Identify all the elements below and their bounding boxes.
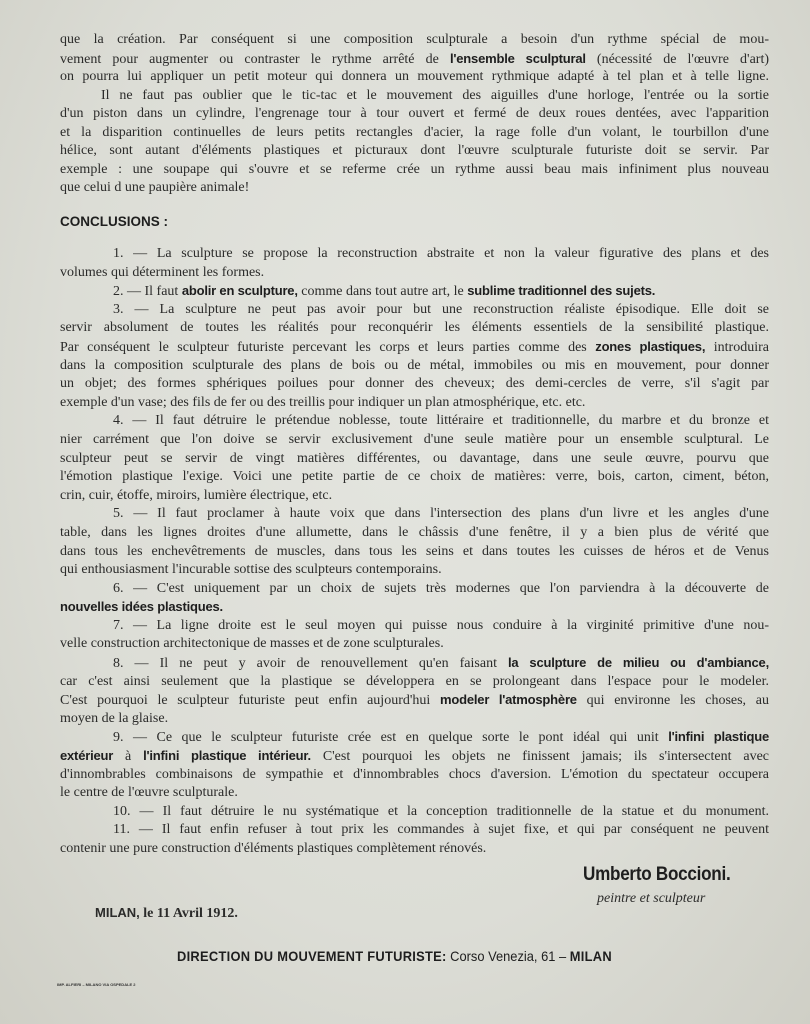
text-line — [60, 840, 769, 859]
footer-address — [177, 948, 612, 964]
bold-phrase: abolir en sculpture, — [181, 283, 298, 299]
text-run: (nécessité de l'œuvre d'art) — [585, 51, 769, 67]
text-line — [60, 580, 769, 599]
dateline — [95, 905, 238, 922]
text-line — [60, 747, 769, 766]
text-line — [60, 319, 769, 338]
text-run: servir absolument de toutes les réalités pour reconquérir les éléments essentiels de la sensibilité plastique. — [60, 320, 769, 336]
text-line — [60, 728, 769, 747]
text-line — [60, 105, 769, 124]
text-run: d'un piston dans un cylindre, l'engrenage tour à tour ouvert et fermé de deux roues dentées, avec l'apparition — [60, 106, 769, 121]
text-run: exemple d'un vase; des fils de fer ou des treillis pour indiquer un plan atmosphérique, etc. etc. — [60, 394, 586, 410]
text-run: volumes qui déterminent les formes. — [60, 264, 265, 280]
text-run: 3. — La sculpture ne peut pas avoir pour but une reconstruction réaliste épisodique. Elle doit se — [113, 301, 769, 317]
text-run: 5. — Il faut proclamer à haute voix que dans l'intersection des plans d'un livre et les angles d'une — [113, 506, 769, 522]
date-city: MILAN, — [95, 905, 140, 920]
text-line — [60, 412, 769, 431]
text-run: table, dans les lignes droites d'une allumette, dans le châssis d'une fenêtre, il y a bien plus de vérité que — [60, 524, 769, 540]
text-run: 7. — La ligne droite est le seul moyen qui puisse nous conduire à la virginité primitive d'une nou- — [113, 617, 769, 633]
text-line — [60, 142, 769, 161]
bold-phrase: sublime traditionnel des sujets. — [467, 283, 656, 299]
text-run: C'est pourquoi le sculpteur futuriste peut enfin aujourd'hui — [60, 693, 441, 709]
bold-phrase: nouvelles idées plastiques. — [60, 599, 223, 615]
bold-phrase: l'infini plastique — [668, 729, 770, 745]
text-run: moyen de la glaise. — [60, 710, 169, 726]
bold-phrase: l'infini plastique intérieur. — [143, 748, 311, 764]
text-line — [60, 68, 769, 87]
text-run: l'émotion plastique l'exige. Voici une petite partie de ce choix de matières: verre, bois, carton, ciment, béton, — [60, 469, 769, 485]
text-line — [60, 710, 769, 729]
text-line — [60, 821, 769, 840]
footer-street: Corso Venezia, 61 – — [446, 948, 570, 964]
conclusions-text — [60, 245, 769, 859]
text-run: un objet; des formes sphériques poilues pour donner des cheveux; des demi-cercles de verre, s'il s'agit par — [60, 376, 769, 392]
text-line — [60, 468, 769, 487]
text-line — [60, 673, 769, 692]
text-line — [60, 50, 769, 69]
text-line — [60, 357, 769, 376]
text-run: dans la composition sculpturale des plans de bois ou de métal, immobiles ou mis en mouvement, pour donner — [60, 357, 769, 373]
text-run: 9. — Ce que le sculpteur futuriste crée est en quelque sorte le pont idéal qui unit — [113, 730, 669, 746]
bold-phrase: modeler l'atmosphère — [440, 692, 577, 708]
text-run: Il ne faut pas oublier que le tic-tac et le mouvement des aiguilles d'une horloge, l'entrée ou la sortie — [101, 87, 769, 103]
text-line — [60, 505, 769, 524]
text-run: qui enthousiasment l'incurable sottise des sculpteurs contemporains. — [60, 562, 442, 578]
text-run: introduira — [705, 339, 769, 355]
text-run: que celui d une paupière animale! — [60, 180, 250, 195]
text-run: nier carrément que l'on doive se servir exclusivement d'une seule matière pour un ensemble sculptural. Le — [60, 431, 769, 447]
text-run: 6. — C'est uniquement par un choix de sujets très modernes que l'on parviendra à la découverte de — [113, 580, 769, 596]
text-line — [60, 487, 769, 506]
text-run: 2. — Il faut — [113, 284, 182, 300]
text-line — [60, 561, 769, 580]
text-run: 10. — Il faut détruire le nu systématique et la conception traditionnelle de la statue et du monument. — [113, 803, 769, 819]
text-run: comme dans tout autre art, le — [297, 284, 468, 300]
conclusions-heading: CONCLUSIONS : — [60, 214, 168, 229]
text-run: crin, cuir, étoffe, miroirs, lumière électrique, etc. — [60, 487, 333, 503]
text-run: que la création. Par conséquent si une composition sculpturale a besoin d'un rythme spécial de mou- — [60, 32, 769, 47]
text-run: sculpteur peut se servir de vingt matières différentes, ou davantage, dans une seule œuvre, pourvu que — [60, 450, 769, 466]
text-line — [60, 450, 769, 469]
text-line — [60, 282, 769, 301]
signature-name: Umberto Boccioni. — [583, 864, 731, 885]
text-run: qui environne les choses, au — [576, 693, 770, 709]
text-line — [60, 635, 769, 654]
bold-phrase: l'ensemble sculptural — [449, 50, 586, 66]
text-line — [60, 524, 769, 543]
signature-role: peintre et sculpteur — [597, 891, 706, 906]
text-line — [60, 338, 769, 357]
text-line — [60, 245, 769, 264]
text-line — [60, 617, 769, 636]
text-run: 8. — Il ne peut y avoir de renouvellement qu'en faisant — [113, 656, 509, 672]
text-run: velle construction architectonique de masses et de zone sculpturales. — [60, 636, 444, 652]
text-run: on pourra lui appliquer un petit moteur qui donnera un mouvement rythmique adapté à tel plan et à telle ligne. — [60, 69, 769, 84]
text-run: Par conséquent le sculpteur futuriste percevant les corps et leurs parties comme des — [60, 339, 596, 355]
text-line — [60, 654, 769, 673]
text-run: 4. — Il faut détruire le prétendue noblesse, toute littéraire et traditionnelle, du marbre et du bronze et — [113, 413, 769, 429]
printer-mark: IMP. ALFIERI – MILANO VIA OSPEDALE 2 — [57, 982, 136, 987]
text-line — [60, 124, 769, 143]
text-run: exemple : une soupape qui s'ouvre et se referme crée un rythme aussi beau mais infiniment plus nouveau — [60, 161, 769, 177]
text-line — [60, 301, 769, 320]
text-line — [60, 179, 769, 198]
text-line — [60, 766, 769, 785]
bold-phrase: la sculpture de milieu ou d'ambiance, — [508, 655, 770, 671]
text-line — [60, 31, 769, 50]
text-run: contenir une pure construction d'éléments plastiques complètement rénovés. — [60, 841, 487, 856]
text-line — [60, 543, 769, 562]
text-line — [60, 431, 769, 450]
text-line — [60, 264, 769, 283]
text-line — [60, 803, 769, 822]
text-line — [60, 691, 769, 710]
text-run: et la disparition continuelles de leurs petits rectangles d'acier, la rage folle d'un volant, le tourbillon d'une — [60, 124, 769, 140]
date-text: le 11 Avril 1912. — [139, 906, 238, 921]
text-line — [60, 394, 769, 413]
text-run: car c'est ainsi seulement que la plastique se développera en se prolongeant dans l'espace pour le modeler. — [60, 673, 769, 689]
text-line — [60, 375, 769, 394]
text-run: dans tous les enchevêtrements de muscles, dans tous les seins et dans toutes les cuisses de héros et de Venus — [60, 543, 769, 559]
text-line — [60, 598, 769, 617]
text-line — [60, 87, 769, 106]
text-run: vement pour augmenter ou contraster le rythme arrêté de — [60, 51, 450, 67]
footer-label: DIRECTION DU MOUVEMENT FUTURISTE: — [177, 948, 447, 964]
intro-text — [60, 31, 769, 198]
text-run: hélice, sont autant d'éléments plastiques et picturaux dont l'œuvre sculpturale futuriste doit se servir. Par — [60, 143, 769, 158]
text-run: 11. — Il faut enfin refuser à tout prix les commandes à sujet fixe, et qui par conséquent ne peuvent — [113, 822, 769, 838]
text-run: à — [113, 749, 144, 765]
text-run: le centre de l'œuvre sculpturale. — [60, 785, 238, 801]
text-run: C'est pourquoi les objets ne finissent jamais; ils s'intersectent avec — [310, 749, 769, 765]
footer-city: MILAN — [569, 948, 612, 964]
text-run: 1. — La sculpture se propose la reconstruction abstraite et non la valeur figurative des plans et des — [113, 246, 769, 261]
text-line — [60, 784, 769, 803]
bold-phrase: extérieur — [60, 748, 114, 764]
text-run: d'innombrables combinaisons de sympathie et d'innombrables chocs d'aversion. L'émotion du spectateur occupera — [60, 766, 769, 782]
bold-phrase: zones plastiques, — [595, 338, 706, 354]
text-line — [60, 161, 769, 180]
